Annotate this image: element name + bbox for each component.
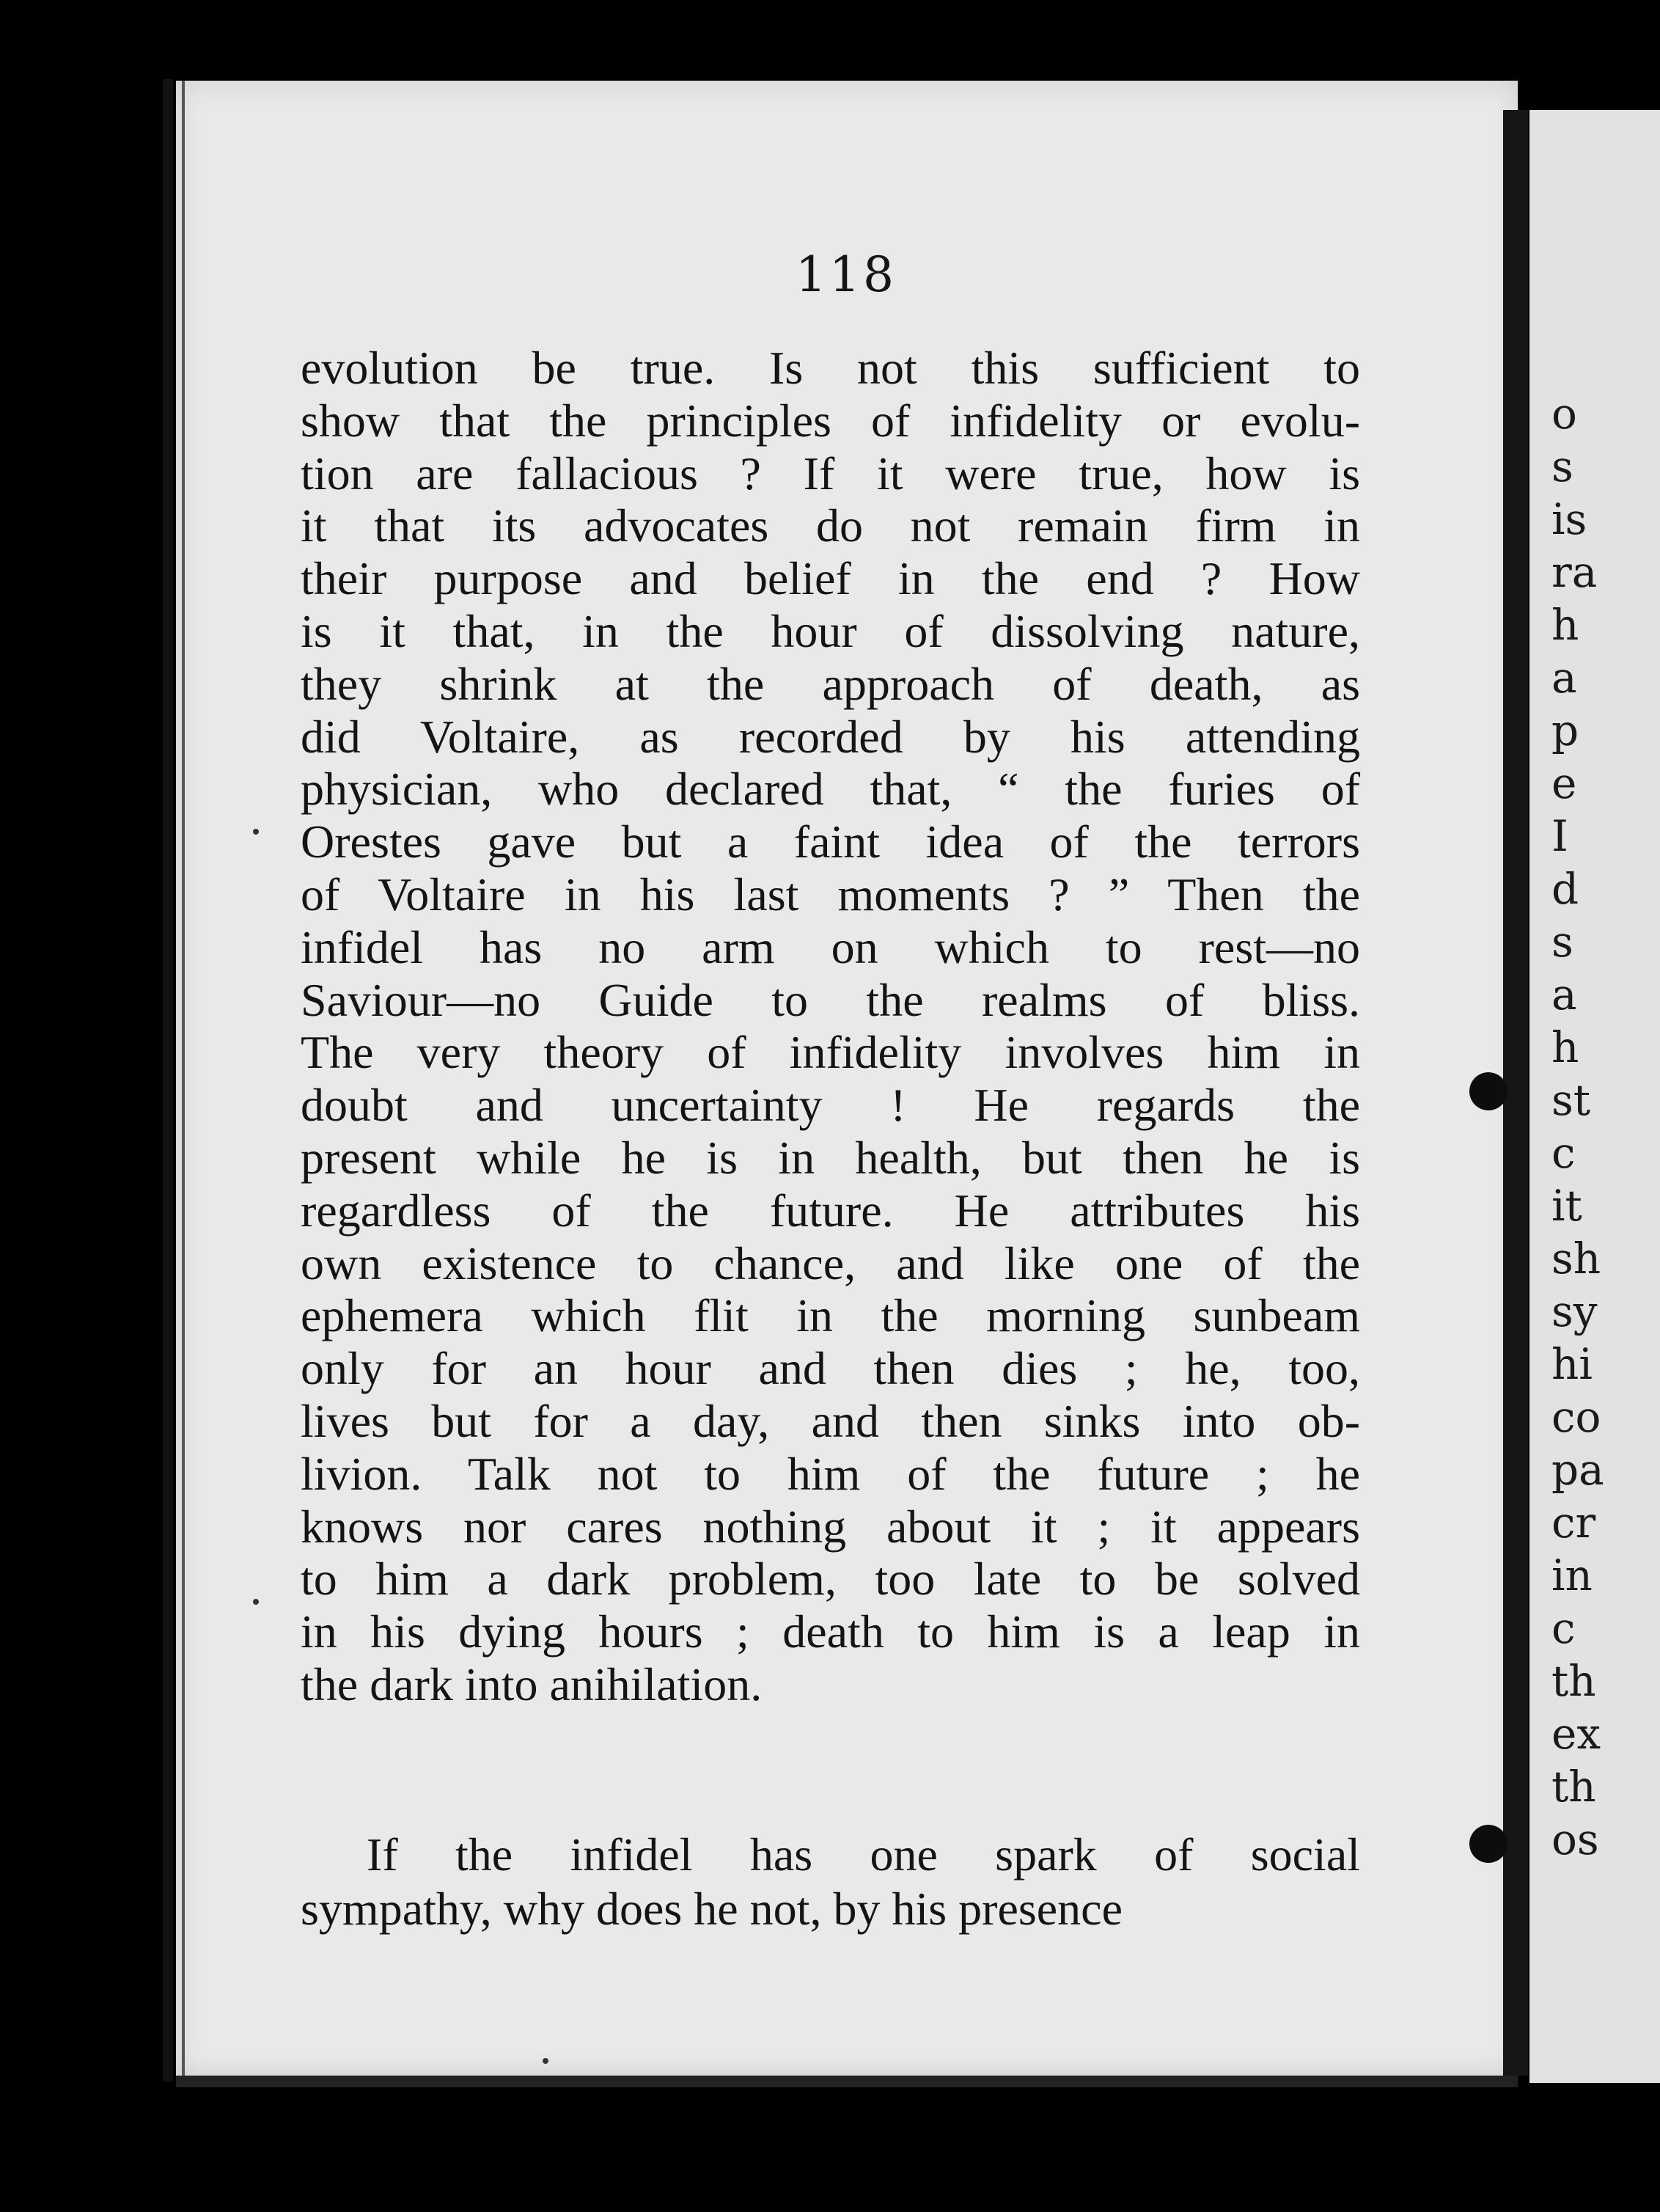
text-line: to him a dark problem, too late to be solved xyxy=(301,1553,1360,1605)
text-line: doubt and uncertainty ! He regards the xyxy=(301,1079,1360,1132)
next-page-letter: a xyxy=(1551,970,1577,1019)
text-line: regardless of the future. He attributes his xyxy=(301,1184,1360,1237)
next-page-letter: in xyxy=(1551,1550,1593,1600)
next-page-letter: ra xyxy=(1551,547,1598,597)
next-page-letter: cr xyxy=(1551,1498,1596,1548)
next-page-letter: o xyxy=(1551,389,1577,439)
text-line: infidel has no arm on which to rest—no xyxy=(301,920,1360,973)
text-line: tion are fallacious ? If it were true, how is xyxy=(301,447,1360,499)
next-page-letter: s xyxy=(1551,442,1573,491)
next-page-letter: p xyxy=(1551,706,1579,755)
paper-speck xyxy=(543,2058,548,2064)
text-line: If the infidel has one spark of social xyxy=(367,1828,1360,1880)
page-left-edge xyxy=(163,79,173,2081)
text-line: own existence to chance, and like one of the xyxy=(301,1237,1360,1289)
paper-speck xyxy=(253,1599,259,1605)
text-line: present while he is in health, but then he is xyxy=(301,1131,1360,1184)
text-line: of Voltaire in his last moments ? ” Then the xyxy=(301,868,1360,920)
next-page-letter: pa xyxy=(1551,1445,1604,1495)
text-line: Orestes gave but a faint idea of the terrors xyxy=(301,816,1360,868)
text-line: their purpose and belief in the end ? How xyxy=(301,552,1360,605)
next-page-letter: sh xyxy=(1551,1234,1601,1283)
next-page-letter: h xyxy=(1551,600,1579,650)
text-line: livion. Talk not to him of the future ; he xyxy=(301,1447,1360,1500)
page-bottom-edge xyxy=(176,2076,1518,2087)
paper-speck xyxy=(253,829,259,835)
text-line: knows nor cares nothing about it ; it appears xyxy=(301,1500,1360,1553)
text-line: is it that, in the hour of dissolving nature, xyxy=(301,604,1360,657)
next-page-letter: I xyxy=(1551,811,1568,861)
next-page-letter: co xyxy=(1551,1392,1601,1442)
next-page-letter: hi xyxy=(1551,1339,1593,1389)
next-page-letter: e xyxy=(1551,758,1577,808)
next-page-letter: st xyxy=(1551,1075,1591,1125)
next-page-letter: sy xyxy=(1551,1286,1598,1336)
text-line: lives but for a day, and then sinks into ob- xyxy=(301,1394,1360,1447)
text-line: they shrink at the approach of death, as xyxy=(301,657,1360,710)
next-page-letter: c xyxy=(1551,1128,1576,1178)
text-line: it that its advocates do not remain firm in xyxy=(301,499,1360,552)
paragraph-2 xyxy=(301,1828,1360,1936)
text-line: sympathy, why does he not, by his presence xyxy=(301,1883,1123,1935)
next-page-letter: os xyxy=(1551,1814,1599,1864)
text-line: evolution be true. Is not this sufficient to xyxy=(301,342,1360,394)
text-line: ephemera which flit in the morning sunbeam xyxy=(301,1289,1360,1342)
next-page-letter: th xyxy=(1551,1656,1596,1706)
next-page-letter: it xyxy=(1551,1181,1582,1231)
next-page-letter: th xyxy=(1551,1762,1596,1812)
next-page-letter: is xyxy=(1551,494,1587,544)
next-page-letter: d xyxy=(1551,864,1579,914)
page-inner-edge xyxy=(182,81,185,2076)
next-page-letter: h xyxy=(1551,1022,1579,1072)
text-line: did Voltaire, as recorded by his attending xyxy=(301,710,1360,763)
paragraph-1 xyxy=(301,342,1360,1711)
text-line: show that the principles of infidelity or evolu- xyxy=(301,394,1360,447)
binding-stitch xyxy=(1469,1072,1507,1110)
page-number: 118 xyxy=(796,246,897,303)
text-line: physician, who declared that, “ the furies of xyxy=(301,763,1360,816)
next-page-letter: a xyxy=(1551,653,1577,703)
binding-stitch xyxy=(1469,1825,1507,1863)
next-page-letter: ex xyxy=(1551,1709,1601,1759)
text-line: the dark into anihilation. xyxy=(301,1658,763,1710)
next-page-letter: s xyxy=(1551,917,1573,967)
text-line: Saviour—no Guide to the realms of bliss. xyxy=(301,973,1360,1026)
text-line: in his dying hours ; death to him is a leap in xyxy=(301,1605,1360,1658)
text-line: only for an hour and then dies ; he, too, xyxy=(301,1342,1360,1395)
text-line: The very theory of infidelity involves him in xyxy=(301,1026,1360,1079)
next-page-fragment xyxy=(1529,110,1660,2083)
next-page-letter: c xyxy=(1551,1603,1576,1653)
